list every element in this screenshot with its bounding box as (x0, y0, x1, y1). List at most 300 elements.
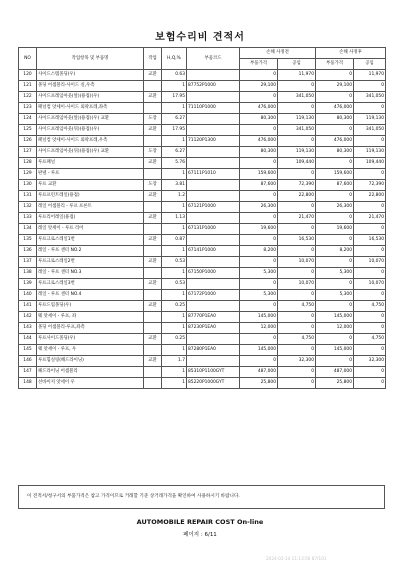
row-labor-after: 0 (354, 246, 386, 257)
row-hq: 0.63 (162, 70, 187, 81)
header-item-name: 작업항목 및 부품명 (37, 48, 144, 70)
row-no: 134 (19, 224, 37, 235)
row-labor-before: 341,050 (278, 92, 316, 103)
row-labor-after: 0 (354, 268, 386, 279)
row-hq: 1 (162, 246, 187, 257)
row-parts-price-before: 19,600 (240, 224, 278, 235)
row-labor-before: 0 (278, 345, 316, 356)
row-parts-price-before: 0 (240, 257, 278, 268)
row-labor-before: 0 (278, 323, 316, 334)
row-item-name: 루프힙실링(해드라이닝) (37, 356, 144, 367)
row-item-name: 루프드립몰딩(우) (37, 301, 144, 312)
table-row (19, 257, 386, 268)
header-part-code: 부품코드 (187, 48, 240, 70)
row-parts-price-after: 87,600 (316, 180, 354, 191)
row-labor-after: 4,750 (354, 301, 386, 312)
row-labor-before: 21,470 (278, 213, 316, 224)
row-labor-before: 0 (278, 103, 316, 114)
row-parts-price-before: 0 (240, 301, 278, 312)
row-item-name: 레일 - 루프 센터 NO.2 (37, 246, 144, 257)
table-row (19, 114, 386, 125)
row-labor-after: 341,050 (354, 92, 386, 103)
row-labor-before: 4,750 (278, 301, 316, 312)
row-hq: 0.87 (162, 235, 187, 246)
row-hq: 1 (162, 103, 187, 114)
row-parts-price-before: 0 (240, 92, 278, 103)
row-item-name: 루프패널 (37, 158, 144, 169)
row-no: 142 (19, 312, 37, 323)
table-row (19, 356, 386, 367)
row-hq: 6.27 (162, 147, 187, 158)
row-labor-after: 22,800 (354, 191, 386, 202)
row-no: 122 (19, 92, 37, 103)
row-parts-price-before: 5,300 (240, 268, 278, 279)
row-operation: 교환 (144, 235, 162, 246)
row-parts-price-after: 476,000 (316, 103, 354, 114)
header-parts-price-before: 부품가격 (240, 59, 278, 70)
row-part-code: 85310P1100GYT (187, 367, 240, 378)
row-parts-price-before: 12,000 (240, 323, 278, 334)
row-labor-after: 0 (354, 345, 386, 356)
row-item-name: 웨 앗세이 - 루프, 좌 (37, 312, 144, 323)
row-labor-before: 22,800 (278, 191, 316, 202)
row-parts-price-before: 0 (240, 191, 278, 202)
row-item-name: 선바이저 앗세이 우 (37, 378, 144, 389)
row-labor-after: 72,390 (354, 180, 386, 191)
row-parts-price-after: 5,300 (316, 268, 354, 279)
row-parts-price-after: 145,000 (316, 312, 354, 323)
row-parts-price-before: 487,000 (240, 367, 278, 378)
row-parts-price-before: 0 (240, 334, 278, 345)
row-no: 147 (19, 367, 37, 378)
row-labor-before: 4,750 (278, 334, 316, 345)
header-no: NO (19, 48, 37, 70)
row-parts-price-before: 476,000 (240, 136, 278, 147)
row-parts-price-after: 19,600 (316, 224, 354, 235)
row-item-name: 루프 교환 (37, 180, 144, 191)
row-parts-price-after: 0 (316, 334, 354, 345)
row-no: 143 (19, 323, 37, 334)
row-no: 129 (19, 169, 37, 180)
row-operation (144, 378, 162, 389)
row-labor-after: 0 (354, 103, 386, 114)
row-operation (144, 268, 162, 279)
row-item-name: 몰딩 어셈블리-루프,좌측 (37, 323, 144, 334)
table-row (19, 125, 386, 136)
row-item-name: 루프크로스레일1번 (37, 235, 144, 246)
row-parts-price-after: 80,300 (316, 114, 354, 125)
row-operation: 교환 (144, 257, 162, 268)
row-labor-after: 10,070 (354, 257, 386, 268)
table-row (19, 323, 386, 334)
row-operation (144, 202, 162, 213)
row-no: 145 (19, 345, 37, 356)
row-hq: 1.13 (162, 213, 187, 224)
row-no: 132 (19, 202, 37, 213)
row-labor-after: 0 (354, 378, 386, 389)
document-title: 보험수리비 견적서 (155, 32, 245, 43)
row-operation: 도장 (144, 180, 162, 191)
row-operation (144, 81, 162, 92)
row-item-name: 루프리어레일(용접) (37, 213, 144, 224)
row-hq: 1 (162, 136, 187, 147)
row-operation (144, 136, 162, 147)
row-parts-price-before: 80,300 (240, 114, 278, 125)
header-group-before: 손해 사정전 (240, 48, 316, 59)
row-part-code: 85220P1000GYT (187, 378, 240, 389)
table-row (19, 246, 386, 257)
row-parts-price-after: 145,000 (316, 345, 354, 356)
row-part-code: 87770P1EA0 (187, 312, 240, 323)
table-row (19, 378, 386, 389)
table-row (19, 147, 386, 158)
table-row (19, 268, 386, 279)
row-operation: 교환 (144, 334, 162, 345)
row-hq: 0.25 (162, 334, 187, 345)
row-operation: 교환 (144, 213, 162, 224)
table-row (19, 345, 386, 356)
row-no: 121 (19, 81, 37, 92)
row-hq: 1 (162, 169, 187, 180)
row-no: 133 (19, 213, 37, 224)
row-parts-price-before: 8,200 (240, 246, 278, 257)
row-item-name: 레일 - 루프 센터 NO.3 (37, 268, 144, 279)
row-no: 135 (19, 235, 37, 246)
row-hq: 1 (162, 290, 187, 301)
row-labor-before: 72,390 (278, 180, 316, 191)
row-item-name: 판넬 - 루프 (37, 169, 144, 180)
row-item-name: 루프크로스레일2번 (37, 257, 144, 268)
row-no: 127 (19, 147, 37, 158)
row-operation (144, 169, 162, 180)
row-labor-after: 11,970 (354, 70, 386, 81)
row-hq: 1 (162, 81, 187, 92)
table-row (19, 92, 386, 103)
table-row (19, 136, 386, 147)
table-row (19, 235, 386, 246)
row-labor-after: 21,470 (354, 213, 386, 224)
row-parts-price-after: 0 (316, 279, 354, 290)
row-labor-after: 0 (354, 290, 386, 301)
row-part-code (187, 301, 240, 312)
row-operation (144, 345, 162, 356)
table-row (19, 103, 386, 114)
row-parts-price-before: 145,000 (240, 345, 278, 356)
row-item-name: 헤드라이닝 어셈블리 (37, 367, 144, 378)
row-part-code: 87280P1EA0 (187, 345, 240, 356)
row-labor-before: 10,070 (278, 279, 316, 290)
row-item-name: 사이드프레임아웃(앞)(용접)(우) (37, 92, 144, 103)
header-labor-before: 공임 (278, 59, 316, 70)
row-operation: 교환 (144, 125, 162, 136)
row-labor-after: 341,050 (354, 125, 386, 136)
row-labor-before: 0 (278, 202, 316, 213)
table-header (19, 48, 386, 70)
row-part-code (187, 235, 240, 246)
table-row (19, 312, 386, 323)
row-labor-before: 32,300 (278, 356, 316, 367)
row-operation: 교환 (144, 92, 162, 103)
row-operation: 도장 (144, 147, 162, 158)
header-group-after: 손해 사정후 (316, 48, 386, 59)
row-parts-price-after: 80,300 (316, 147, 354, 158)
row-labor-before: 0 (278, 246, 316, 257)
row-parts-price-after: 476,000 (316, 136, 354, 147)
row-labor-before: 0 (278, 268, 316, 279)
row-hq: 1 (162, 224, 187, 235)
row-hq: 5.76 (162, 158, 187, 169)
row-part-code: 67121P1000 (187, 202, 240, 213)
row-part-code (187, 257, 240, 268)
row-part-code (187, 191, 240, 202)
row-hq: 17.95 (162, 92, 187, 103)
row-part-code: 67172P1000 (187, 290, 240, 301)
row-labor-before: 0 (278, 169, 316, 180)
row-parts-price-after: 0 (316, 158, 354, 169)
row-parts-price-before: 5,300 (240, 290, 278, 301)
table-row (19, 279, 386, 290)
row-part-code (187, 279, 240, 290)
row-hq: 1 (162, 268, 187, 279)
header-operation: 작업 (144, 48, 162, 70)
row-item-name: 루프사이드몰딩(우) (37, 334, 144, 345)
row-parts-price-after: 0 (316, 213, 354, 224)
row-hq: 0.53 (162, 257, 187, 268)
row-labor-before: 10,070 (278, 257, 316, 268)
row-parts-price-before: 25,800 (240, 378, 278, 389)
row-item-name: 레일 앗세이 - 루프 리어 (37, 224, 144, 235)
row-no: 126 (19, 136, 37, 147)
table-row (19, 213, 386, 224)
row-part-code: 67141P1000 (187, 246, 240, 257)
row-parts-price-before: 87,600 (240, 180, 278, 191)
estimate-table (18, 47, 386, 389)
row-parts-price-after: 26,300 (316, 202, 354, 213)
row-labor-after: 16,530 (354, 235, 386, 246)
table-row (19, 367, 386, 378)
row-labor-before: 109,440 (278, 158, 316, 169)
row-item-name: 패널컴 앗세이-사이드 외곽프레,우측 (37, 136, 144, 147)
row-parts-price-after: 0 (316, 356, 354, 367)
row-part-code (187, 70, 240, 81)
row-parts-price-before: 0 (240, 279, 278, 290)
row-item-name: 사이드프레임아웃(뒤)(용접)(우) (37, 125, 144, 136)
row-no: 140 (19, 290, 37, 301)
header-hq: H,Q,% (162, 48, 187, 70)
row-parts-price-before: 0 (240, 158, 278, 169)
row-labor-before: 0 (278, 136, 316, 147)
row-item-name: 루프크로스레일3번 (37, 279, 144, 290)
row-no: 131 (19, 191, 37, 202)
row-no: 130 (19, 180, 37, 191)
row-labor-after: 0 (354, 323, 386, 334)
table-row (19, 180, 386, 191)
header-labor-after: 공임 (354, 59, 386, 70)
row-item-name: 사이드스텝몰딩(우) (37, 70, 144, 81)
table-row (19, 334, 386, 345)
row-operation (144, 290, 162, 301)
row-item-name: 패널컴 앗세이-사이드 외곽프레,좌측 (37, 103, 144, 114)
row-labor-after: 109,440 (354, 158, 386, 169)
row-operation: 교환 (144, 191, 162, 202)
row-no: 128 (19, 158, 37, 169)
row-part-code (187, 158, 240, 169)
row-labor-before: 0 (278, 378, 316, 389)
row-hq: 6.27 (162, 114, 187, 125)
row-parts-price-after: 159,600 (316, 169, 354, 180)
row-part-code (187, 114, 240, 125)
row-parts-price-before: 0 (240, 125, 278, 136)
row-part-code (187, 356, 240, 367)
table-row (19, 70, 386, 81)
row-labor-after: 0 (354, 81, 386, 92)
row-operation (144, 312, 162, 323)
row-parts-price-after: 12,000 (316, 323, 354, 334)
row-hq: 3.81 (162, 180, 187, 191)
table-row (19, 224, 386, 235)
row-operation: 교환 (144, 279, 162, 290)
row-hq: 0.53 (162, 279, 187, 290)
table-row (19, 290, 386, 301)
row-operation: 교환 (144, 158, 162, 169)
row-operation (144, 103, 162, 114)
row-parts-price-before: 26,300 (240, 202, 278, 213)
row-no: 138 (19, 268, 37, 279)
row-labor-before: 119,130 (278, 147, 316, 158)
row-parts-price-before: 0 (240, 235, 278, 246)
row-part-code (187, 147, 240, 158)
row-labor-after: 0 (354, 367, 386, 378)
row-operation: 도장 (144, 114, 162, 125)
row-labor-before: 0 (278, 81, 316, 92)
row-parts-price-after: 487,000 (316, 367, 354, 378)
row-operation (144, 367, 162, 378)
row-no: 124 (19, 114, 37, 125)
row-labor-after: 0 (354, 136, 386, 147)
row-parts-price-before: 0 (240, 70, 278, 81)
row-operation (144, 224, 162, 235)
price-notice: 이 견적서/청구서의 부품가격은 참고 가격이므로 거래할 기준 상거래가격을 확인하여 사용하시기 바랍니다. (18, 485, 385, 509)
table-body (19, 70, 386, 389)
row-labor-after: 10,070 (354, 279, 386, 290)
row-labor-after: 0 (354, 312, 386, 323)
row-part-code (187, 92, 240, 103)
row-item-name: 레일 어셈블리 - 루프 프론트 (37, 202, 144, 213)
row-parts-price-before: 80,300 (240, 147, 278, 158)
row-parts-price-after: 0 (316, 92, 354, 103)
row-part-code (187, 125, 240, 136)
row-item-name: 웨 앗세이 - 루프, 우 (37, 345, 144, 356)
row-hq: 1 (162, 323, 187, 334)
row-item-name: 루프프런트레일(용접) (37, 191, 144, 202)
row-operation: 교환 (144, 70, 162, 81)
row-operation (144, 246, 162, 257)
row-hq: 0.25 (162, 301, 187, 312)
row-no: 137 (19, 257, 37, 268)
row-labor-before: 16,530 (278, 235, 316, 246)
row-hq: 17.95 (162, 125, 187, 136)
row-labor-after: 0 (354, 224, 386, 235)
row-labor-after: 0 (354, 202, 386, 213)
row-labor-after: 32,300 (354, 356, 386, 367)
row-no: 125 (19, 125, 37, 136)
row-parts-price-after: 8,200 (316, 246, 354, 257)
row-part-code: 87230P1EA0 (187, 323, 240, 334)
row-parts-price-before: 476,000 (240, 103, 278, 114)
table-row (19, 169, 386, 180)
row-hq: 1 (162, 202, 187, 213)
row-part-code: 67150P1000 (187, 268, 240, 279)
row-parts-price-after: 0 (316, 257, 354, 268)
row-parts-price-before: 145,000 (240, 312, 278, 323)
row-parts-price-after: 0 (316, 125, 354, 136)
row-no: 139 (19, 279, 37, 290)
row-parts-price-after: 0 (316, 301, 354, 312)
row-labor-after: 0 (354, 169, 386, 180)
row-labor-before: 11,970 (278, 70, 316, 81)
row-hq: 1 (162, 367, 187, 378)
table-row (19, 158, 386, 169)
row-part-code: 67131P1000 (187, 224, 240, 235)
row-item-name: 사이드프레임아웃(뒤)(용접)(우) 교환 (37, 147, 144, 158)
row-labor-before: 0 (278, 312, 316, 323)
row-no: 148 (19, 378, 37, 389)
row-labor-before: 0 (278, 290, 316, 301)
row-no: 123 (19, 103, 37, 114)
row-parts-price-after: 25,800 (316, 378, 354, 389)
row-hq: 1 (162, 345, 187, 356)
row-part-code: 71120P1300 (187, 136, 240, 147)
row-parts-price-before: 159,600 (240, 169, 278, 180)
row-operation (144, 323, 162, 334)
table-row (19, 81, 386, 92)
row-no: 120 (19, 70, 37, 81)
row-operation: 교환 (144, 356, 162, 367)
row-part-code: 71110P1000 (187, 103, 240, 114)
table-row (19, 191, 386, 202)
row-labor-before: 0 (278, 224, 316, 235)
row-parts-price-after: 0 (316, 191, 354, 202)
row-parts-price-after: 5,300 (316, 290, 354, 301)
row-no: 146 (19, 356, 37, 367)
table-row (19, 202, 386, 213)
row-part-code (187, 213, 240, 224)
table-row (19, 301, 386, 312)
row-labor-after: 119,130 (354, 147, 386, 158)
row-no: 136 (19, 246, 37, 257)
header-parts-price-after: 부품가격 (316, 59, 354, 70)
row-hq: 1 (162, 378, 187, 389)
print-timestamp: 2024-02-14 11:13:56 87/101 (266, 556, 327, 561)
row-parts-price-after: 0 (316, 235, 354, 246)
row-parts-price-before: 0 (240, 356, 278, 367)
row-labor-before: 0 (278, 367, 316, 378)
row-operation: 교환 (144, 301, 162, 312)
row-parts-price-before: 0 (240, 213, 278, 224)
row-no: 144 (19, 334, 37, 345)
row-labor-after: 119,130 (354, 114, 386, 125)
page-number: 페이지 : 6/11 (183, 532, 217, 538)
row-hq: 1 (162, 312, 187, 323)
row-part-code: 87752P1000 (187, 81, 240, 92)
row-hq: 1.2 (162, 191, 187, 202)
row-labor-after: 4,750 (354, 334, 386, 345)
row-labor-before: 119,130 (278, 114, 316, 125)
row-parts-price-after: 29,100 (316, 81, 354, 92)
footer-title: AUTOMOBILE REPAIR COST On-line (136, 518, 264, 526)
row-part-code: 67111P1010 (187, 169, 240, 180)
row-labor-before: 341,050 (278, 125, 316, 136)
